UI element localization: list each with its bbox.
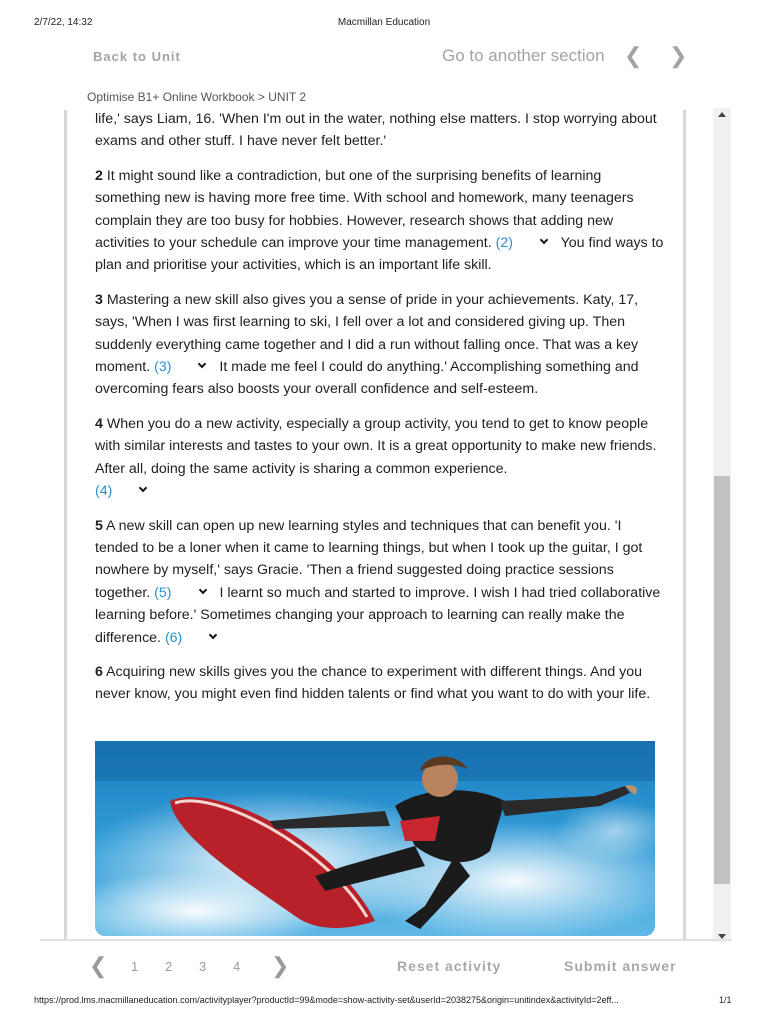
print-title: Macmillan Education: [337, 17, 431, 28]
scroll-up-arrow-icon[interactable]: [718, 112, 726, 117]
paragraph-2: [95, 165, 665, 277]
chevron-down-icon: [209, 631, 217, 639]
page-link-2[interactable]: 2: [165, 959, 173, 974]
top-navigation: [0, 44, 768, 70]
gap-4-dropdown[interactable]: [114, 482, 152, 500]
paragraph-number: 6: [95, 663, 103, 680]
content-right-border: [683, 110, 686, 940]
chevron-down-icon: [198, 586, 206, 594]
surfer-photo: [95, 741, 655, 936]
breadcrumb-unit[interactable]: UNIT 2: [268, 90, 307, 104]
paragraph-3: [95, 289, 665, 401]
paragraph-number: 5: [95, 517, 103, 534]
content-left-border: [64, 110, 67, 940]
chevron-down-icon: [540, 236, 548, 244]
submit-answer-button[interactable]: Submit answer: [564, 958, 677, 974]
paragraph-text: You find ways to plan and prioritise your activities, which is an important life skill.: [95, 235, 664, 274]
gap-label-4: (4): [95, 483, 113, 500]
surfer-illustration: [95, 741, 655, 936]
paragraph-5: [95, 515, 665, 649]
reset-activity-button[interactable]: Reset activity: [397, 958, 502, 974]
paragraph-text: A new skill can open up new learning styles and techniques that can benefit you. 'I tended to be a loner when it came to learning things, but when I took up the guitar, I got nowhere by myself,' says Gracie. 'Then a friend suggested doing practice sessions together.: [95, 517, 643, 601]
paragraph-4: [95, 413, 665, 503]
chevron-right-icon[interactable]: ❯: [669, 43, 688, 68]
print-header: [0, 17, 768, 31]
breadcrumb-book[interactable]: Optimise B1+ Online Workbook: [87, 90, 255, 104]
vertical-scrollbar[interactable]: [713, 108, 731, 942]
page-link-3[interactable]: 3: [199, 959, 207, 974]
page-link-4[interactable]: 4: [233, 959, 241, 974]
footer-divider: [40, 939, 732, 941]
article-text: [95, 108, 665, 718]
paragraph-text: When you do a new activity, especially a group activity, you tend to get to know people with similar interests and tastes to your own. It is a great opportunity to make new friends. After all, doing the same activity is sharing a common experience.: [95, 415, 657, 477]
print-url: https://prod.lms.macmillaneducation.com/activityplayer?productId=99&mode=show-activity-set&userId=2038275&origin=unitindex&activityId=2eff...: [34, 995, 619, 1005]
chevron-left-icon[interactable]: ❮: [624, 43, 643, 68]
paragraph-text: It made me feel I could do anything.' Accomplishing something and overcoming fears also boosts your overall confidence and self-esteem.: [95, 359, 639, 398]
paragraph-text: It might sound like a contradiction, but one of the surprising benefits of learning something new is having more free time. With school and homework, many teenagers complain they are too busy for hobbies. However, research shows that adding new activities to your schedule can improve your time management.: [95, 167, 634, 252]
paragraph-number: 3: [95, 291, 103, 308]
chevron-down-icon: [139, 484, 147, 492]
go-to-section-link[interactable]: Go to another section: [442, 46, 605, 65]
gap-2-dropdown[interactable]: [515, 234, 553, 252]
print-page-count: 1/1: [719, 995, 732, 1005]
intro-text: life,' says Liam, 16. 'When I'm out in the water, nothing else matters. I stop worrying about exams and other stuff. I have never felt better.': [95, 111, 657, 150]
gap-label-3: (3): [154, 359, 172, 376]
paragraph-text: I learnt so much and started to improve. I wish I had tried collaborative learning before.' Sometimes changing your approach to learning can really make the difference.: [95, 584, 661, 646]
chevron-right-icon[interactable]: ❯: [271, 953, 290, 978]
paragraph-number: 2: [95, 167, 103, 184]
scrollbar-thumb[interactable]: [714, 476, 730, 884]
paragraph-6: [95, 661, 665, 706]
print-date: 2/7/22, 14:32: [34, 17, 93, 28]
page-link-1[interactable]: 1: [131, 959, 139, 974]
breadcrumb: [87, 90, 306, 104]
paragraph-text: Acquiring new skills gives you the chance to experiment with different things. And you never know, you might even find hidden talents or find what you want to do with your life.: [95, 663, 651, 703]
paragraph-intro: [95, 108, 665, 153]
gap-3-dropdown[interactable]: [173, 358, 211, 376]
back-to-unit-link[interactable]: Back to Unit: [93, 49, 181, 64]
gap-label-6: (6): [164, 629, 183, 646]
paragraph-number: 4: [95, 415, 103, 432]
gap-label-2: (2): [495, 235, 513, 252]
gap-label-5: (5): [154, 584, 172, 601]
gap-5-dropdown[interactable]: [174, 584, 212, 602]
paragraph-text: Mastering a new skill also gives you a sense of pride in your achievements. Katy, 17, says, 'When I was first learning to ski, I fell over a lot and considered giving up. Then suddenly everything came together and I did a run without falling once. That was a key moment.: [95, 291, 639, 376]
activity-footer: [0, 952, 768, 982]
chevron-left-icon[interactable]: ❮: [89, 953, 108, 978]
breadcrumb-separator: >: [257, 90, 265, 104]
chevron-down-icon: [198, 360, 206, 368]
gap-6-dropdown[interactable]: [184, 629, 222, 647]
